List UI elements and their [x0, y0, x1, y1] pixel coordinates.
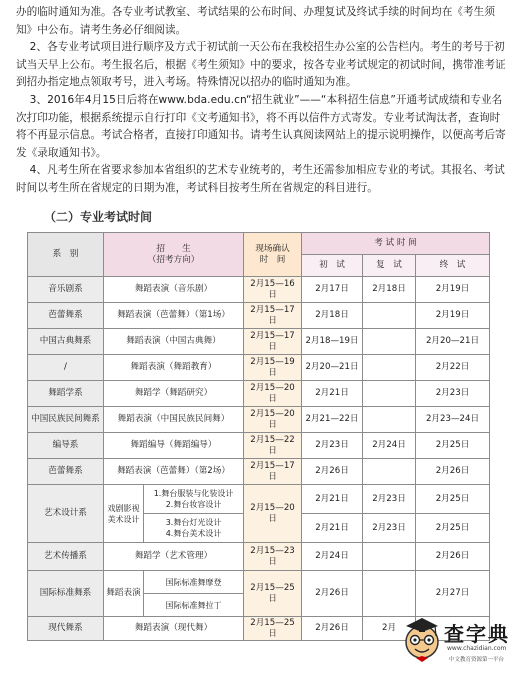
cell-major-group: 舞蹈表演: [104, 571, 144, 617]
table-row: [28, 433, 490, 459]
site-logo: [402, 612, 518, 674]
logo-slogan: 中文教育资源第一平台: [449, 657, 505, 663]
header-second: 复 试: [363, 255, 416, 277]
cell-confirm: 2月15—23日: [244, 543, 302, 571]
cell-dept: 芭蕾舞系: [28, 459, 104, 485]
header-enroll-line1: 招 生: [156, 243, 191, 254]
cell-final: 2月27日: [416, 571, 490, 617]
logo-name: 查字典: [444, 622, 510, 646]
header-exam-time: 考 试 时 间: [302, 233, 490, 255]
cell-second: [363, 571, 416, 617]
cell-final: 2月25日: [416, 514, 490, 543]
table-row: [28, 277, 490, 303]
cell-dept: 艺术设计系: [28, 485, 104, 543]
cell-major: 舞蹈编导（舞蹈编导）: [104, 433, 244, 459]
cell-major: 舞蹈学（艺术管理）: [104, 543, 244, 571]
cell-final: 2月26日: [416, 459, 490, 485]
cell-dept: 编导系: [28, 433, 104, 459]
cell-confirm: 2月15—25日: [244, 617, 302, 641]
cell-dept: 艺术传播系: [28, 543, 104, 571]
cell-second: [363, 303, 416, 329]
paragraph-2: 2、各专业考试项目进行顺序及方式于初试前一天公布在我校招生办公室的公告栏内。考生的考号于初试当天早上公布。考生报名后，根据《考生须知》中的要求，按各专业考试规定的初试时间，携带准考证到招办指定地点领取考号，进入考场。特殊情况以招办的临时通知为准。: [16, 41, 506, 89]
cell-major: 舞蹈学（舞蹈研究）: [104, 381, 244, 407]
cell-option: 4.舞台美术设计: [165, 529, 222, 538]
cell-option: 2.舞台妆容设计: [165, 500, 222, 509]
table-row: [28, 485, 490, 514]
cell-second: [363, 329, 416, 355]
header-confirm-line2: 时 间: [259, 254, 286, 265]
cell-final: 2月23—24日: [416, 407, 490, 433]
cell-confirm: 2月15—20日: [244, 381, 302, 407]
cell-first: 2月24日: [302, 543, 363, 571]
notice-paragraphs: [16, 4, 508, 198]
logo-url: www.chazidian.com: [447, 645, 507, 652]
cell-major-group: 戏剧影视美术设计: [104, 485, 144, 543]
section-title: （二）专业考试时间: [44, 210, 153, 224]
header-enroll: [104, 233, 244, 277]
paragraph-4: 4、凡考生所在省要求参加本省组织的艺术专业统考的，考生还需参加相应专业的考试。其报名、考试时间以考生所在省规定的日期为准，考试科目按考生所在省规定的科目进行。: [16, 164, 505, 194]
cell-confirm: 2月15—19日: [244, 355, 302, 381]
cell-confirm: 2月15—20日: [244, 407, 302, 433]
cell-dept: 舞蹈学系: [28, 381, 104, 407]
cell-final: 2月19日: [416, 303, 490, 329]
cell-first: 2月21日: [302, 514, 363, 543]
cell-dept: 芭蕾舞系: [28, 303, 104, 329]
cell-major: 舞蹈表演（音乐剧）: [104, 277, 244, 303]
header-confirm-line1: 现场确认: [255, 243, 290, 254]
cell-dept: 现代舞系: [28, 617, 104, 641]
cell-final: 2月25日: [416, 433, 490, 459]
cell-dept: /: [28, 355, 104, 381]
cell-first: 2月26日: [302, 617, 363, 641]
header-row-1: [28, 233, 490, 255]
cell-second: [363, 355, 416, 381]
cell-final: 2月22日: [416, 355, 490, 381]
cell-second: [363, 543, 416, 571]
table-row: [28, 381, 490, 407]
cell-second: [363, 407, 416, 433]
cell-final: 2月26日: [416, 543, 490, 571]
header-enroll-line2: （招考方向）: [147, 254, 200, 265]
cell-final: 2月19日: [416, 277, 490, 303]
cell-option: 1.舞台服装与化装设计: [153, 489, 234, 498]
cell-major-options-b: [144, 514, 244, 543]
cell-second: [363, 381, 416, 407]
cell-dept: 中国民族民间舞系: [28, 407, 104, 433]
cell-first: 2月20—21日: [302, 355, 363, 381]
header-final: 终 试: [416, 255, 490, 277]
paragraph-3: 3、2016年4月15日后将在www.bda.edu.cn“招生就业”——“本科招生信息”开通考试成绩和专业名次打印功能，根据系统提示自行打印《文考通知书》，将不再以信件方式寄发。专业考试淘汰者，查询时将不再显示信息。考试合格者，直接打印通知书。请考生认真阅读网站上的提示说明操作，以便高考后寄发《录取通知书》。: [16, 93, 506, 159]
cell-second: 2月18日: [363, 277, 416, 303]
cell-first: 2月18日: [302, 303, 363, 329]
cell-confirm: 2月15—22日: [244, 433, 302, 459]
cell-final: 2月25日: [416, 485, 490, 514]
cell-first: 2月17日: [302, 277, 363, 303]
cell-major: 舞蹈表演（舞蹈教育）: [104, 355, 244, 381]
cell-second: 2月24日: [363, 433, 416, 459]
mascot-icon: [402, 612, 442, 664]
cell-option: 国际标准舞摩登: [144, 571, 244, 594]
table-row: [28, 571, 490, 594]
cell-major: 舞蹈表演（现代舞）: [104, 617, 244, 641]
table-row: [28, 329, 490, 355]
cell-major: 舞蹈表演（芭蕾舞）（第1场）: [104, 303, 244, 329]
cell-final: 2月20—21日: [416, 329, 490, 355]
cell-first: 2月26日: [302, 571, 363, 617]
cell-first: 2月21—22日: [302, 407, 363, 433]
header-dept: 系 别: [28, 233, 104, 277]
cell-major: 舞蹈表演（中国民族民间舞）: [104, 407, 244, 433]
cell-option: 国际标准舞拉丁: [144, 594, 244, 617]
exam-schedule-table: [27, 232, 490, 641]
cell-confirm: 2月15—17日: [244, 329, 302, 355]
cell-dept: 音乐剧系: [28, 277, 104, 303]
cell-first: 2月21日: [302, 381, 363, 407]
cell-first: 2月26日: [302, 459, 363, 485]
cell-confirm: 2月15—25日: [244, 571, 302, 617]
cell-major: 舞蹈表演（中国古典舞）: [104, 329, 244, 355]
table-row: [28, 543, 490, 571]
cell-second: 2月23日: [363, 514, 416, 543]
table-row: [28, 459, 490, 485]
cell-first: 2月21日: [302, 485, 363, 514]
header-first: 初 试: [302, 255, 363, 277]
cell-first: 2月23日: [302, 433, 363, 459]
header-confirm: [244, 233, 302, 277]
paragraph-1: 办的临时通知为准。各专业考试教室、考试结果的公布时间、办理复试及终试手续的时间均在《考生须知》中公布。请考生务必仔细阅读。: [16, 6, 495, 36]
cell-confirm: 2月15—17日: [244, 303, 302, 329]
table-row: [28, 355, 490, 381]
cell-confirm: 2月15—17日: [244, 459, 302, 485]
cell-final: 2月23日: [416, 381, 490, 407]
cell-confirm: 2月15—16日: [244, 277, 302, 303]
table-row: [28, 407, 490, 433]
cell-confirm: 2月15—20日: [244, 485, 302, 543]
cell-second: 2月: [363, 617, 416, 641]
cell-second: 2月23日: [363, 485, 416, 514]
cell-dept: 中国古典舞系: [28, 329, 104, 355]
cell-second: [363, 459, 416, 485]
cell-major-options-a: [144, 485, 244, 514]
cell-major: 舞蹈表演（芭蕾舞）（第2场）: [104, 459, 244, 485]
cell-first: 2月18—19日: [302, 329, 363, 355]
table-row: [28, 303, 490, 329]
cell-dept: 国际标准舞系: [28, 571, 104, 617]
cell-option: 3.舞台灯光设计: [165, 518, 222, 527]
